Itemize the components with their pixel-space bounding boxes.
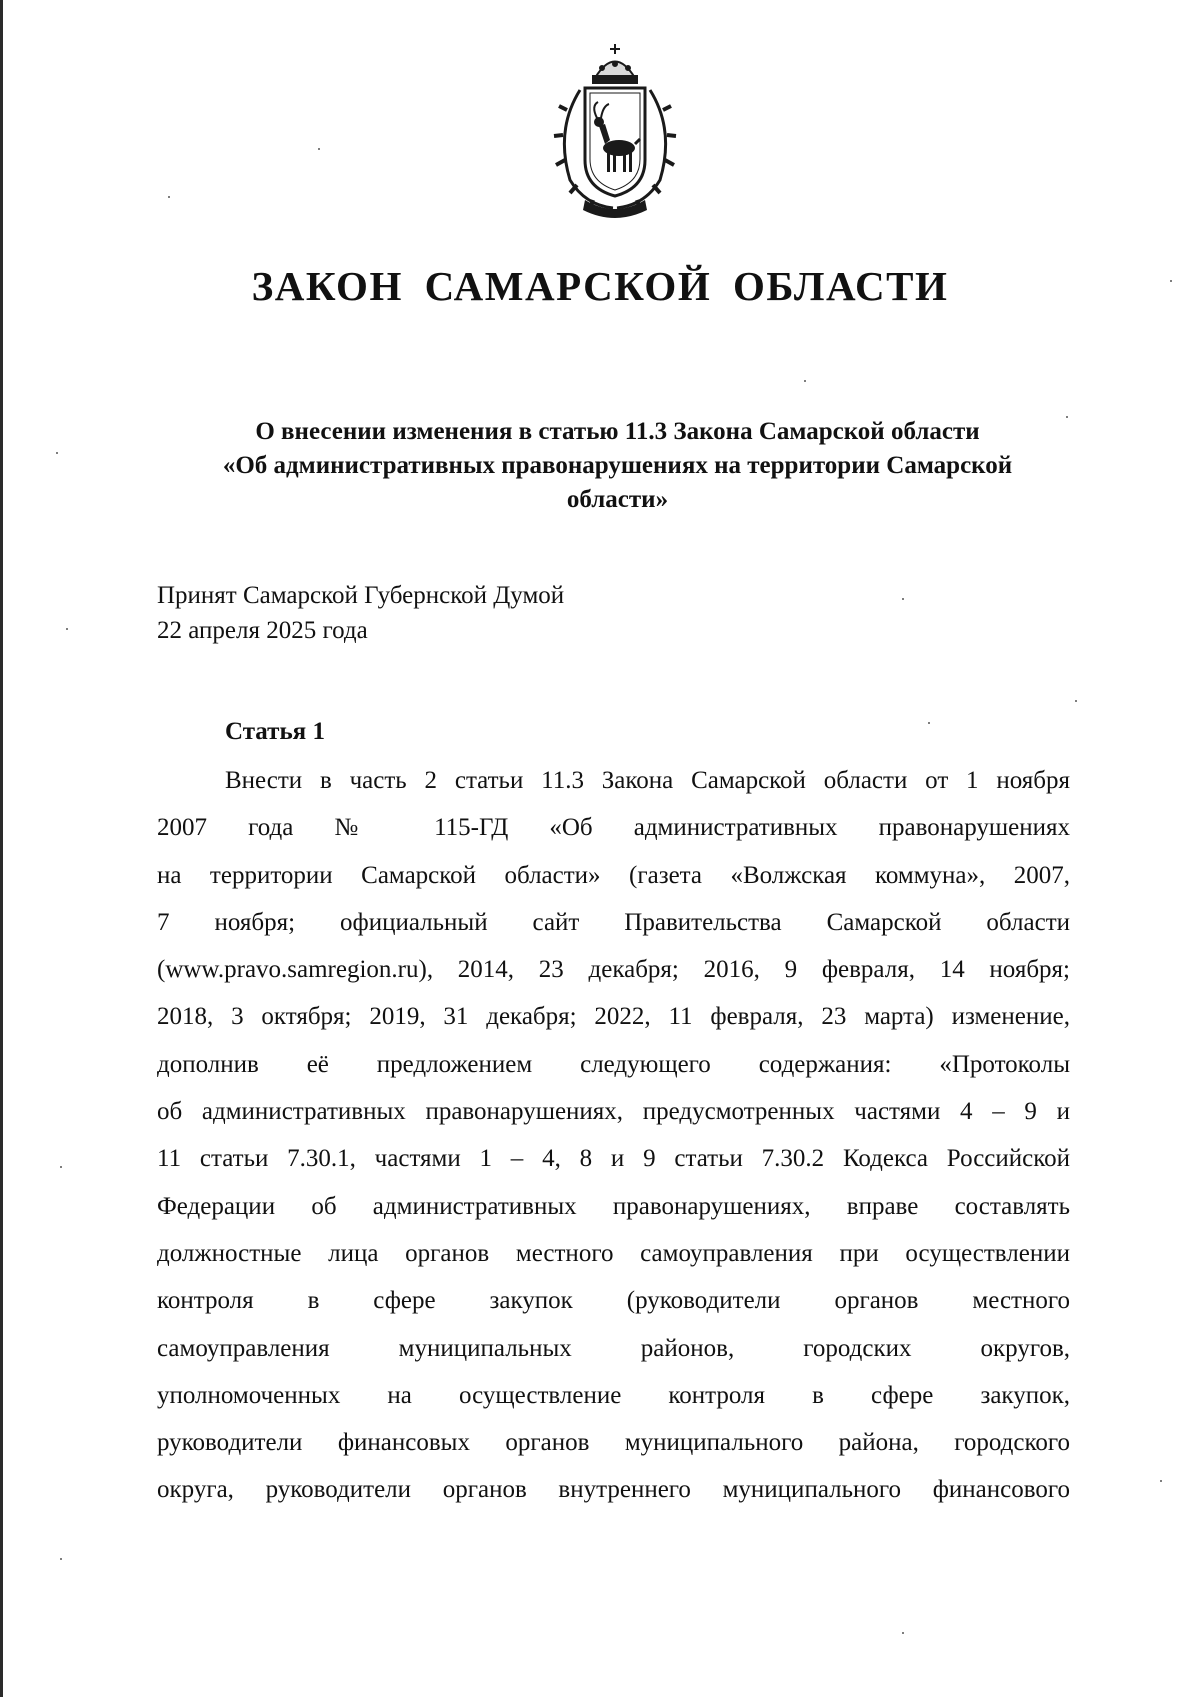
scan-speck — [56, 452, 58, 454]
scan-speck — [318, 148, 320, 150]
scan-speck — [928, 722, 930, 724]
law-title: ЗАКОН САМАРСКОЙ ОБЛАСТИ — [251, 263, 949, 309]
article-line: контроля в сфере закупок (руководители органов местного — [157, 1287, 1070, 1315]
scan-speck — [804, 380, 806, 382]
article-body — [157, 757, 1070, 1514]
article-line: 2007 года № 115-ГД «Об административных правонарушениях — [157, 814, 1070, 842]
article-line: (www.pravo.samregion.ru), 2014, 23 декабря; 2016, 9 февраля, 14 ноября; — [157, 956, 1070, 984]
article-line: уполномоченных на осуществление контроля в сфере закупок, — [157, 1381, 1070, 1409]
article-line: Внести в часть 2 статьи 11.3 Закона Самарской области от 1 ноября — [225, 767, 1070, 794]
article-line: 7 ноября; официальный сайт Правительства Самарской области — [157, 908, 1070, 936]
article-line: на территории Самарской области» (газета «Волжская коммуна», 2007, — [157, 861, 1070, 889]
article-line: округа, руководители органов внутреннего муниципального финансового — [157, 1476, 1070, 1504]
article-line: руководители финансовых органов муниципального района, городского — [157, 1429, 1070, 1457]
adoption-info — [157, 578, 564, 648]
scan-speck — [1160, 1480, 1162, 1482]
article-line: 11 статьи 7.30.1, частями 1 – 4, 8 и 9 статьи 7.30.2 Кодекса Российской — [157, 1145, 1070, 1173]
scan-speck — [168, 196, 170, 198]
scan-speck — [60, 1558, 62, 1560]
subtitle-line: «Об административных правонарушениях на территории Самарской — [222, 452, 1013, 479]
article-line: Федерации об административных правонарушениях, вправе составлять — [157, 1192, 1070, 1220]
article-line: об административных правонарушениях, предусмотренных частями 4 – 9 и — [157, 1098, 1070, 1126]
scan-speck — [1066, 416, 1068, 418]
scan-speck — [1170, 280, 1172, 282]
article-line: самоуправления муниципальных районов, городских округов, — [157, 1334, 1070, 1362]
adoption-body: Принят Самарской Губернской Думой — [157, 582, 565, 609]
law-subtitle — [150, 415, 1085, 517]
article-heading: Статья 1 — [225, 718, 325, 745]
adoption-date: 22 апреля 2025 года — [157, 617, 368, 644]
scan-speck — [902, 598, 904, 600]
page-edge — [0, 0, 3, 1697]
scan-speck — [902, 1632, 904, 1634]
scan-speck — [60, 1166, 62, 1168]
coat-of-arms-icon — [535, 40, 695, 220]
scan-speck — [1075, 700, 1077, 702]
scan-speck — [66, 628, 68, 630]
subtitle-line: области» — [566, 486, 669, 513]
article-line: дополнив её предложением следующего содержания: «Протоколы — [157, 1050, 1070, 1078]
article-line: 2018, 3 октября; 2019, 31 декабря; 2022, 11 февраля, 23 марта) изменение, — [157, 1003, 1070, 1031]
crown-icon — [593, 44, 637, 83]
article-line: должностные лица органов местного самоуправления при осуществлении — [157, 1239, 1070, 1267]
subtitle-line: О внесении изменения в статью 11.3 Закона Самарской области — [255, 418, 980, 445]
